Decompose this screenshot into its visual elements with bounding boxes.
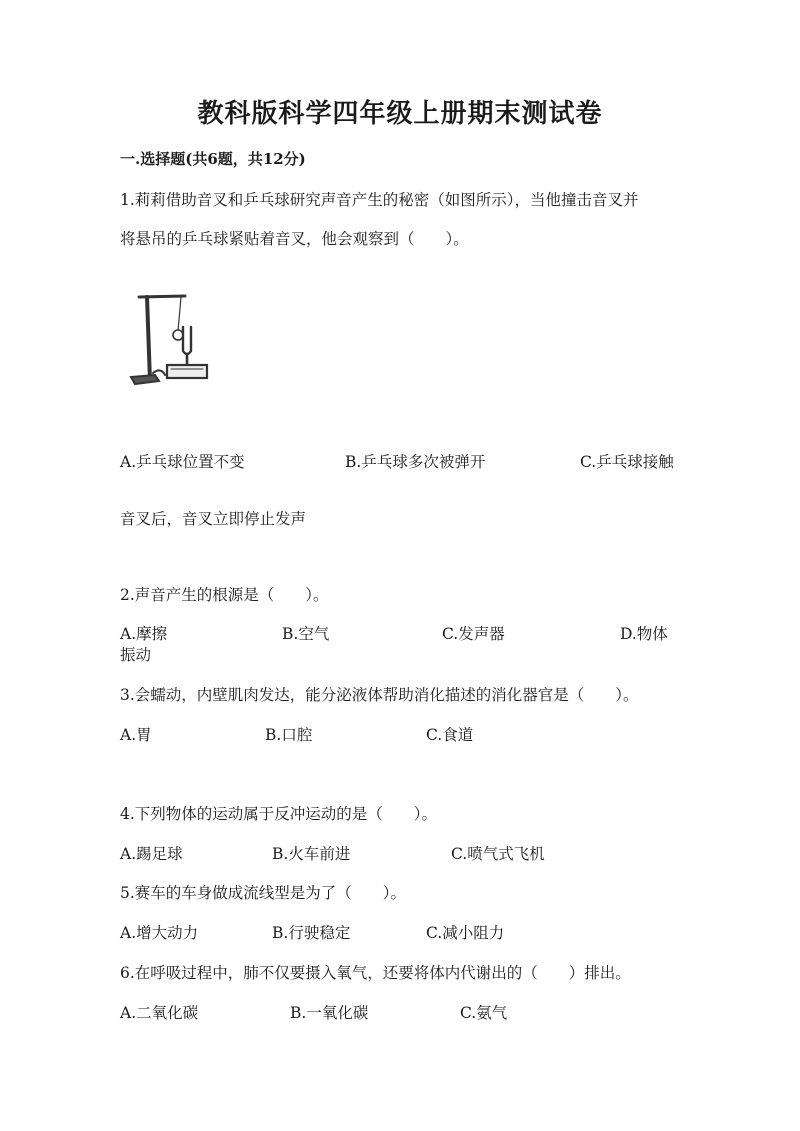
question-6-option-c: C.氨气 <box>460 1004 508 1022</box>
question-3-option-c: C.食道 <box>426 726 474 744</box>
tuning-fork-figure <box>125 283 220 401</box>
section-heading: 一.选择题(共6题，共12分) <box>120 150 306 168</box>
question-2-option-d-continued: 振动 <box>120 646 152 664</box>
question-4-stem: 4.下列物体的运动属于反冲运动的是（ ）。 <box>120 805 438 823</box>
question-4-option-b: B.火车前进 <box>272 845 351 863</box>
question-6-stem: 6.在呼吸过程中，肺不仅要摄入氧气，还要将体内代谢出的（ ）排出。 <box>120 964 631 982</box>
question-3-option-b: B.口腔 <box>265 726 313 744</box>
question-6-option-a: A.二氧化碳 <box>120 1004 199 1022</box>
question-5-option-c: C.减小阻力 <box>426 924 505 942</box>
question-6-option-b: B.一氧化碳 <box>290 1004 369 1022</box>
question-5-stem: 5.赛车的车身做成流线型是为了（ ）。 <box>120 884 407 902</box>
question-1-stem-line2: 将悬吊的乒乓球紧贴着音叉，他会观察到（ ）。 <box>120 230 469 248</box>
question-3-stem: 3.会蠕动，内壁肌肉发达，能分泌液体帮助消化描述的消化器官是（ ）。 <box>120 686 639 704</box>
page-title: 教科版科学四年级上册期末测试卷 <box>197 99 603 129</box>
question-2-option-a: A.摩擦 <box>120 625 168 643</box>
question-2-option-b: B.空气 <box>282 625 330 643</box>
question-2-stem: 2.声音产生的根源是（ ）。 <box>120 586 329 604</box>
question-1-option-a: A.乒乓球位置不变 <box>120 453 245 471</box>
question-1-option-c: C.乒乓球接触 <box>580 453 674 471</box>
question-2-option-c: C.发声器 <box>442 625 505 643</box>
question-1-option-c-continued: 音叉后，音叉立即停止发声 <box>120 510 307 528</box>
question-1-option-b: B.乒乓球多次被弹开 <box>345 453 486 471</box>
question-5-option-a: A.增大动力 <box>120 924 199 942</box>
question-5-option-b: B.行驶稳定 <box>272 924 351 942</box>
question-4-option-a: A.踢足球 <box>120 845 183 863</box>
question-1-stem-line1: 1.莉莉借助音叉和乒乓球研究声音产生的秘密（如图所示），当他撞击音叉并 <box>120 191 639 209</box>
question-4-option-c: C.喷气式飞机 <box>451 845 545 863</box>
question-2-option-d: D.物体 <box>620 625 668 643</box>
question-3-option-a: A.胃 <box>120 726 152 744</box>
